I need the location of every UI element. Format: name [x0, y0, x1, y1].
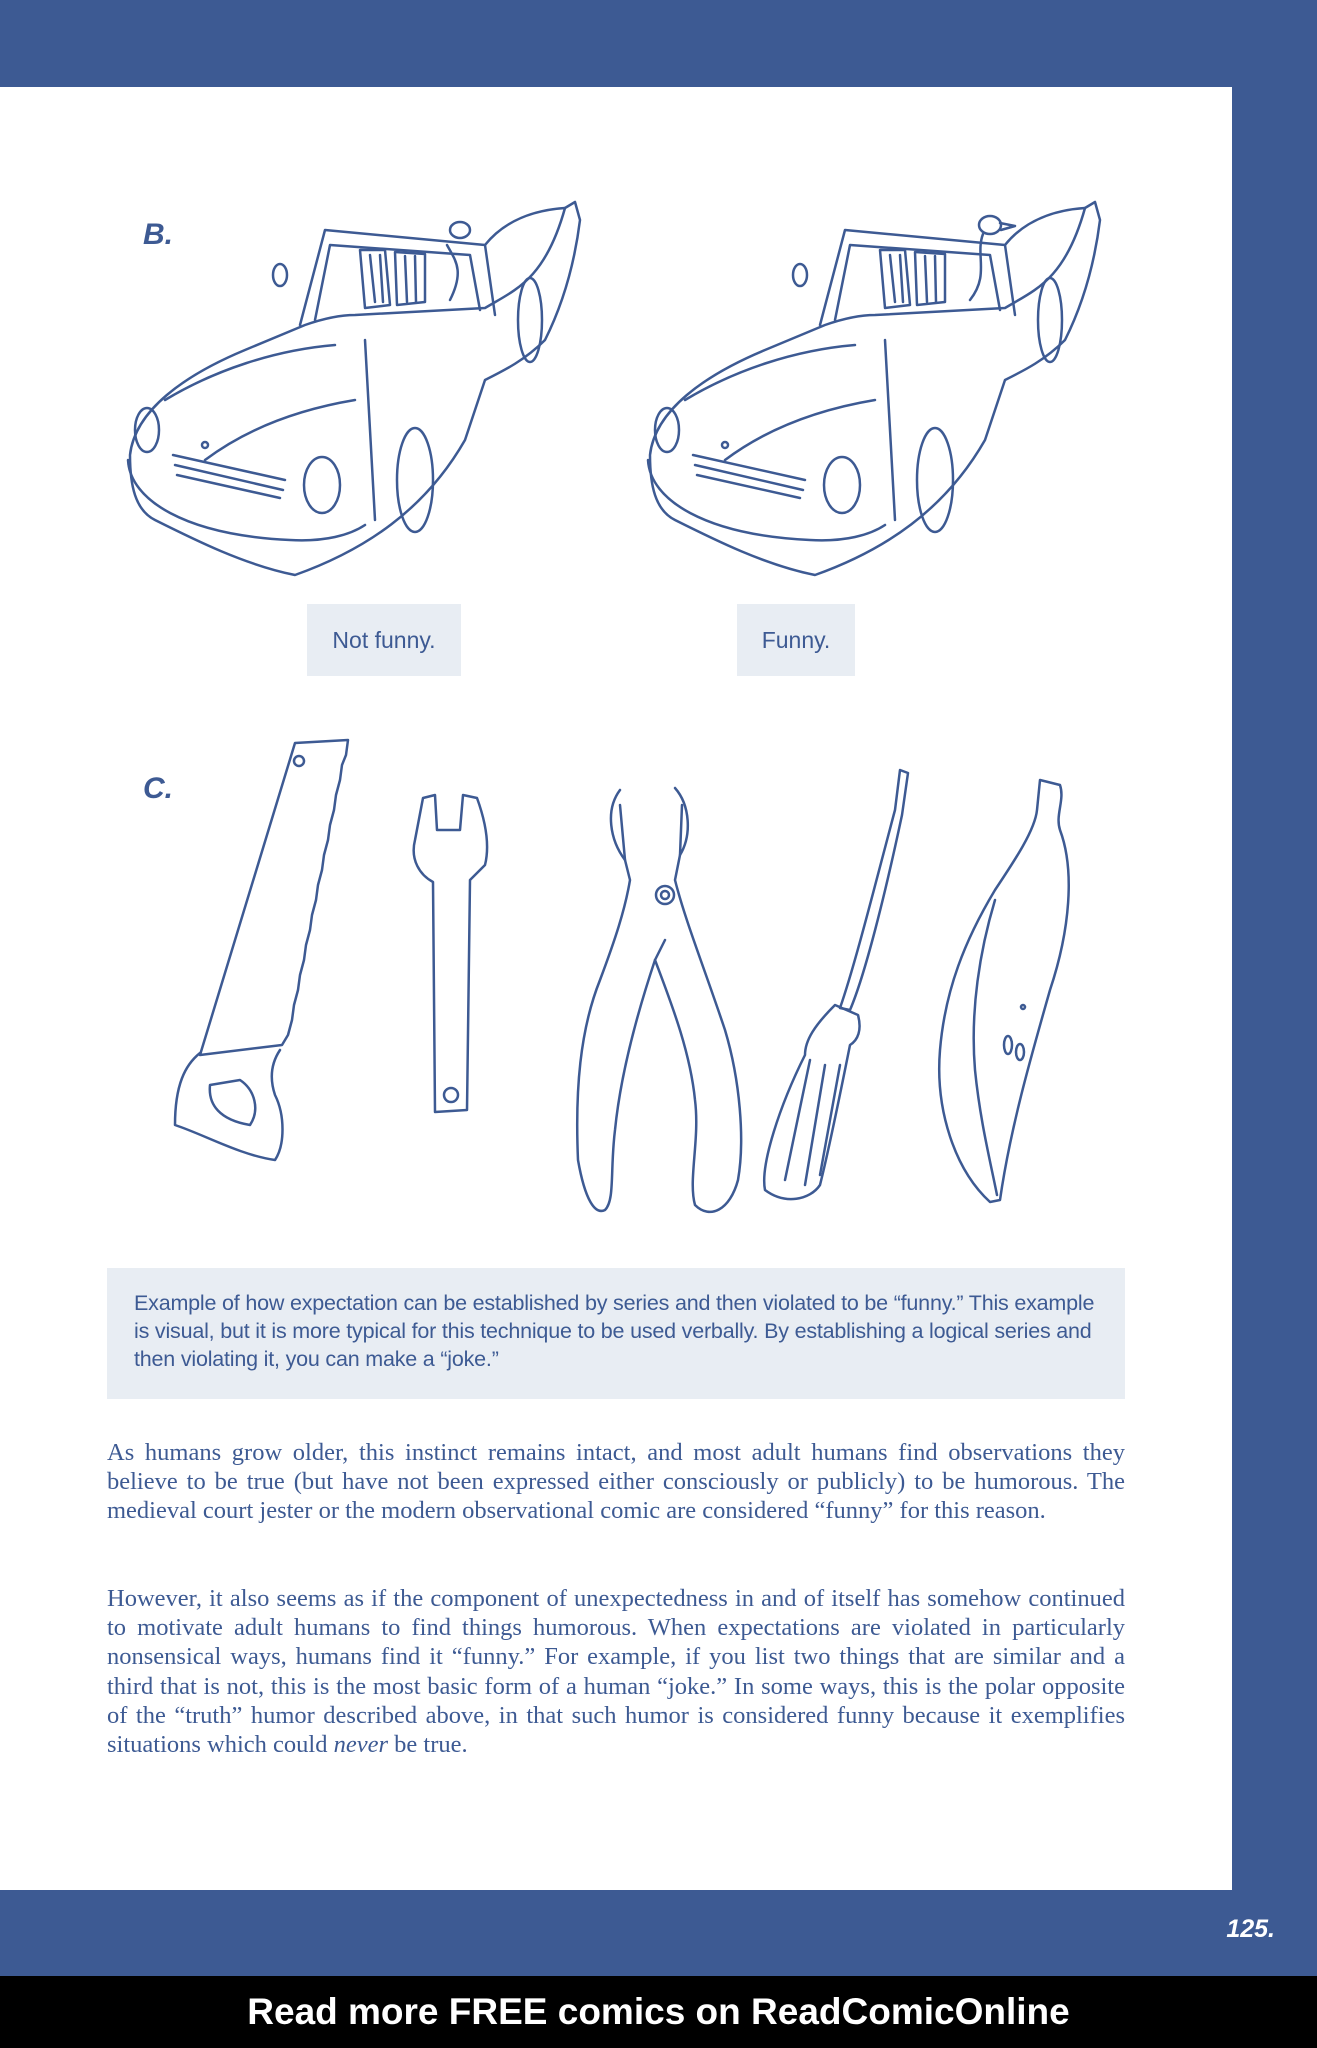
- banana-icon: [925, 770, 1075, 1210]
- right-border: [1232, 0, 1317, 1976]
- car-right-illustration: [645, 190, 1115, 585]
- caption-not-funny: Not funny.: [307, 604, 461, 676]
- pliers-icon: [570, 780, 750, 1220]
- hand-saw-icon: [170, 735, 355, 1165]
- bottom-border: [0, 1890, 1317, 1976]
- page-number: 125.: [1226, 1915, 1275, 1943]
- body-paragraph-2-main: However, it also seems as if the component of unexpectedness in and of itself has somehow continued to motivate adult humans to find things humorous. When expectations are violated in particularly nonsensical ways, humans find it “funny.” For example, if you list two things that are similar and a third that is not, this is the most basic form of a human “joke.” In some ways, this is the polar opposite of the “truth” humor described above, in that such humor is considered funny because it exemplifies situations which could: [107, 1585, 1125, 1759]
- body-paragraph-2-end: be true.: [388, 1731, 468, 1759]
- section-b-label: B.: [143, 218, 173, 251]
- car-left-illustration: [125, 190, 595, 585]
- section-c-label: C.: [143, 772, 173, 805]
- body-paragraph-2-emphasis: never: [333, 1731, 389, 1759]
- wrench-icon: [405, 790, 500, 1120]
- example-caption: Example of how expectation can be established by series and then violated to be “funny.” This example is visual, but it is more typical for this technique to be used verbally. By establishing a logical series and then violating it, you can make a “joke.”: [107, 1268, 1125, 1399]
- footer-link-text[interactable]: Read more FREE comics on ReadComicOnline: [247, 1991, 1070, 2032]
- top-border: [0, 0, 1317, 87]
- caption-funny: Funny.: [737, 604, 855, 676]
- screwdriver-icon: [750, 765, 920, 1205]
- body-paragraph-1: As humans grow older, this instinct remains intact, and most adult humans find observations they believe to be true (but have not been expressed either consciously or publicly) to be humorous. The medieval court jester or the modern observational comic are considered “funny” for this reason.: [107, 1439, 1125, 1525]
- body-paragraph-2: [107, 1584, 1125, 1759]
- footer-banner[interactable]: [0, 1976, 1317, 2048]
